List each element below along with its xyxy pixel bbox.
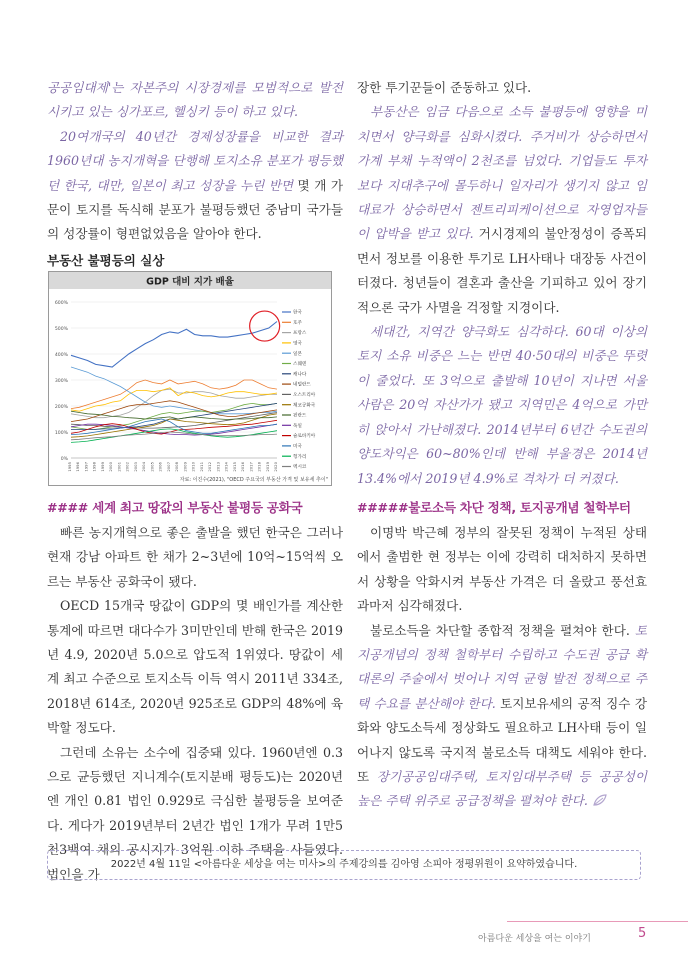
legend-label: 네덜란드	[293, 382, 311, 388]
x-tick-label: 2018	[256, 462, 262, 472]
x-tick-label: 2015	[231, 462, 237, 472]
x-tick-label: 2000	[108, 462, 114, 472]
legend-label: 헝가리	[293, 454, 307, 460]
section-heading: #### 세계 최고 땅값의 부동산 불평등 공화국	[47, 500, 303, 515]
x-tick-label: 2010	[190, 462, 196, 472]
paragraph: 이명박 박근혜 정부의 잘못된 정책이 누적된 상태에서 출범한 현 정부는 이에 강력히 대처하지 못하면서 상황을 악화시켜 부동산 가격은 더 올랐고 풍선효과마저 심각해졌다.	[357, 525, 647, 614]
y-tick-label: 600%	[54, 301, 68, 306]
paragraph: 장한 투기꾼들이 준동하고 있다.	[357, 80, 532, 95]
summary-note: 2022년 4월 11일 <아름다운 세상을 여는 미사>의 주제강의를 김아영 소피아 정평위원이 요약하였습니다.	[47, 850, 641, 880]
series-line-일본	[71, 367, 277, 414]
x-tick-label: 2012	[207, 462, 213, 472]
paragraph	[357, 320, 647, 491]
legend-label: 프랑스	[293, 331, 307, 337]
left-column-top	[47, 76, 343, 247]
paragraph	[357, 100, 647, 320]
y-tick-label: 300%	[54, 379, 68, 384]
paragraph: 그런데 소유는 소수에 집중돼 있다. 1960년엔 0.3으로 균등했던 지니계수(토지분배 평등도)는 2020년엔 개인 0.81 법인 0.929로 극심한 불평등을 보여준다. 게다가 2019년부터 2년간 법인 1개가 무려 1만5천3백여 채의 공시지가 3억원 이하 주택을 사들였다. 법인을 가	[47, 744, 343, 882]
paragraph: 빠른 농지개혁으로 좋은 출발을 했던 한국은 그러나 현재 강남 아파트 한 채가 2~3년에 10억~15억씩 오르는 부동산 공화국이 됐다.	[47, 525, 343, 589]
emphasis-text: 장기공공임대주택, 토지임대부주택 등 공공성이 높은 주택 위주로 공급정책을 펼쳐야 한다.	[357, 769, 647, 809]
x-tick-label: 2007	[165, 462, 171, 472]
x-tick-label: 2001	[116, 462, 122, 472]
x-tick-label: 2008	[174, 462, 180, 472]
legend-label: 캐나다	[293, 372, 307, 378]
right-column-bottom	[357, 521, 647, 814]
emphasis-text: 토지공개념의 정책 철학부터 수립하고 수도권 공급 확대론의 주술에서 벗어나 지역 균형 발전 정책으로 주택 수요를 분산해야 한다.	[357, 622, 648, 711]
y-tick-label: 100%	[54, 431, 68, 436]
legend-label: 일본	[293, 351, 302, 357]
x-tick-label: 2014	[223, 462, 229, 472]
x-tick-label: 2005	[149, 462, 155, 472]
legend-label: 한국	[293, 310, 302, 316]
emphasis-text: 세대간, 지역간 양극화도 심각하다. 60대 이상의 토지 소유 비중은 느는 반면 40·50대의 비중은 뚜렷이 줄었다. 또 3억으로 출발해 10년이 지나면 서울 사람은 20억 자산가가 됐고 지역민은 4억으로 가만히 앉아서 가난해졌다. 2014년부터 6년간 수도권의 양도차익은 60~80%인데 반해 부울경은 2014년 13.4%에서 2019년 4.9%로 격차가 더 커졌다.	[357, 324, 647, 486]
x-tick-label: 2002	[124, 462, 130, 472]
legend-label: 오스트리아	[293, 393, 316, 398]
legend-label: 스웨덴	[293, 362, 307, 368]
x-tick-label: 2006	[157, 462, 163, 472]
x-tick-label: 2020	[273, 462, 278, 472]
legend-label: 체코공화국	[293, 403, 316, 409]
highlight-circle	[250, 311, 280, 341]
page-number: 5	[638, 926, 647, 941]
emphasis-text: 20여개국의 40년간 경제성장률을 비교한 결과 1960년대 농지개혁을 단행해 토지소유 분포가 평등했던 한국, 대만, 일본이 최고 성장을 누린 반면	[47, 128, 343, 193]
legend-label: 핀란드	[293, 413, 307, 419]
paragraph	[47, 125, 343, 247]
chart-header-title: GDP 대비 지가 배율	[146, 276, 234, 288]
left-column-bottom	[47, 521, 343, 887]
line-chart	[49, 272, 331, 485]
legend-label: 영국	[293, 341, 302, 347]
body-text: 거시경제의 불안정성이 증폭되면서 정보를 이용한 투기로 LH사태나 대장동 사건이 터졌다. 청년들이 결혼과 출산을 기피하고 있어 장기적으론 국가 사멸을 걱정할 지경이다.	[357, 226, 647, 315]
x-tick-label: 2009	[182, 462, 188, 472]
y-tick-label: 400%	[54, 353, 68, 358]
body-text: 불로소득을 차단할 종합적 정책을 펼쳐야 한다.	[370, 622, 630, 638]
x-tick-label: 1999	[99, 462, 105, 472]
leaf-ornament-icon	[592, 793, 608, 807]
y-tick-label: 0%	[60, 457, 68, 462]
chart-source: 자료: 이진수(2021), "OECD 주요국의 부동산 가격 및 보유세 추이"	[179, 477, 328, 483]
paragraph	[47, 76, 343, 125]
magazine-name: 아름다운 세상을 여는 이야기	[478, 934, 591, 944]
paragraph	[357, 619, 647, 814]
x-tick-label: 1997	[83, 462, 89, 472]
x-tick-label: 2011	[198, 462, 204, 472]
chart-box	[48, 271, 332, 486]
body-text: 몇 개 가문이 토지를 독식해 분포가 불평등했던 중남미 국가들의 성장률이 형편없었음을 알아야 한다.	[47, 177, 343, 242]
series-line-핀란드	[71, 411, 277, 419]
legend-label: 멕시코	[293, 465, 307, 471]
paragraph: OECD 15개국 땅값이 GDP의 몇 배인가를 계산한 통계에 따르면 대다수가 3미만인데 반해 한국은 2019년 4.9, 2020년 5.0으로 압도적 1위였다. 땅값이 세계 최고 수준으로 토지소득 이득 역시 2011년 334조, 2018년 614조, 2020년 925조로 GDP의 48%에 육박할 정도다.	[47, 598, 343, 736]
x-tick-label: 2016	[240, 462, 246, 472]
legend-label: 호주	[293, 320, 302, 326]
x-tick-label: 2004	[141, 462, 147, 472]
legend-label: 독일	[293, 423, 302, 429]
section-heading: #####불로소득 차단 정책, 토지공개념 철학부터	[357, 500, 631, 515]
x-tick-label: 2017	[248, 462, 254, 472]
body-text: 토지보유세의 공적 징수 강화와 양도소득세 정상화도 필요하고 LH사태 등이 일어나지 않도록 국지적 불로소득 대책도 세워야 한다. 또	[357, 695, 647, 785]
right-column-top	[357, 76, 647, 491]
series-line-영국	[71, 388, 277, 411]
emphasis-text: 부동산은 임금 다음으로 소득 불평등에 영향을 미치면서 양극화를 심화시켰다. 주거비가 상승하면서 가계 부채 누적액이 2천조를 넘었다. 기업들도 투자보다 지대추구에 몰두하니 일자리가 생기지 않고 임대료가 상승하면서 젠트리피케이션으로 자영업자들이 압박을 받고 있다.	[357, 104, 647, 242]
legend-label: 슬로바키아	[293, 434, 316, 440]
x-tick-label: 1998	[91, 462, 97, 472]
series-line-한국	[71, 322, 277, 368]
emphasis-text: 공공임대제'는 자본주의 시장경제를 모범적으로 발전시키고 있는 싱가포르, 헬싱키 등이 하고 있다.	[47, 80, 343, 120]
legend-label: 미국	[293, 444, 302, 450]
chart-section-title: 부동산 불평등의 실상	[47, 253, 165, 268]
footer-divider	[507, 921, 688, 922]
y-tick-label: 200%	[54, 405, 68, 410]
y-tick-label: 500%	[54, 327, 68, 332]
x-tick-label: 2003	[132, 462, 138, 472]
x-tick-label: 1995	[67, 462, 72, 472]
x-tick-label: 1996	[75, 462, 81, 472]
x-tick-label: 2013	[215, 462, 221, 472]
x-tick-label: 2019	[264, 462, 270, 472]
